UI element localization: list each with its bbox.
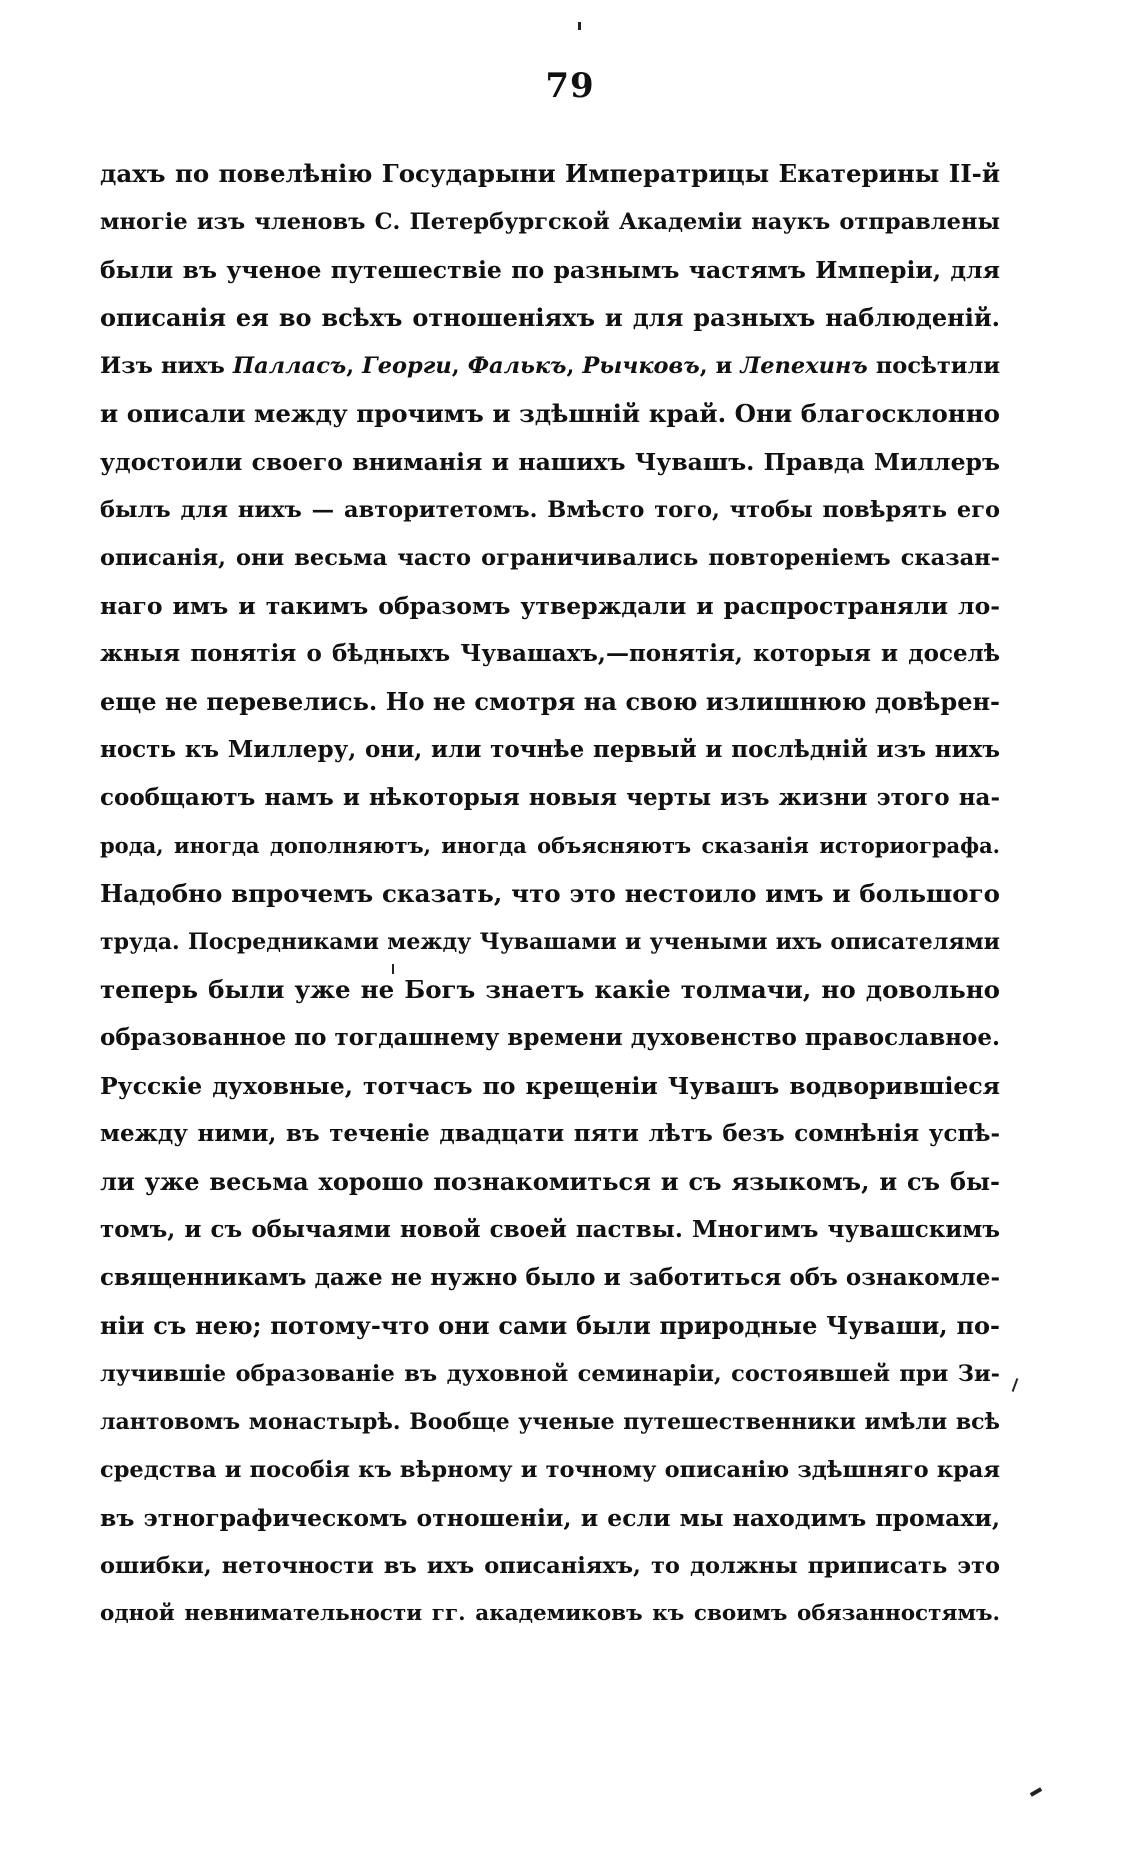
text-line: лучившіе образованіе въ духовной семинаріи, состоявшей при Зи- (100, 1361, 1000, 1387)
text-line: рода, иногда дополняютъ, иногда объясняютъ сказанія историографа. (100, 833, 1000, 858)
text-line: въ этнографическомъ отношеніи, и если мы находимъ промахи, (100, 1504, 1000, 1532)
text-line: Надобно впрочемъ сказать, что это нестоило имъ и большого (100, 879, 1000, 908)
print-speck (1012, 1378, 1019, 1392)
text-line: жныя понятія о бѣдныхъ Чувашахъ,—понятія, которыя и доселѣ (100, 640, 1000, 667)
text-line: описанія, они весьма часто ограничивались повтореніемъ сказан- (100, 545, 1000, 571)
text-line: ли уже весьма хорошо познакомиться и съ языкомъ, и съ бы- (100, 1167, 1000, 1196)
text-line: священникамъ даже не нужно было и заботиться объ ознакомле- (100, 1264, 1000, 1291)
text-line: ность къ Миллеру, они, или точнѣе первый и послѣдній изъ нихъ (100, 736, 1000, 763)
text-line: между ними, въ теченіе двадцати пяти лѣтъ безъ сомнѣнія успѣ- (100, 1120, 1000, 1147)
text-line: лантовомъ монастырѣ. Вообще ученые путешественники имѣли всѣ (100, 1409, 1000, 1435)
text-line: труда. Посредниками между Чувашами и учеными ихъ описателями (100, 929, 1000, 955)
print-speck (1030, 1787, 1042, 1796)
text-line: дахъ по повелѣнію Государыни Императрицы Екатерины II-й (100, 159, 1000, 188)
page-number: 79 (545, 66, 595, 106)
text-line: Изъ нихъ Палласъ, Георги, Фалькъ, Рычковъ, и Лепехинъ посѣтили (100, 353, 1000, 379)
text-line: Русскіе духовные, тотчасъ по крещеніи Чувашъ водворившіеся (100, 1072, 1000, 1100)
text-line: ошибки, неточности въ ихъ описаніяхъ, то должны приписать это (100, 1553, 1000, 1579)
text-line: и описали между прочимъ и здѣшній край. Они благосклонно (100, 399, 1000, 428)
text-line: наго имъ и такимъ образомъ утверждали и распространяли ло- (100, 592, 1000, 620)
text-line: описанія ея во всѣхъ отношеніяхъ и для разныхъ наблюденій. (100, 303, 1000, 332)
text-line: средства и пособія къ вѣрному и точному описанію здѣшняго края (100, 1457, 1000, 1483)
text-line: образованное по тогдашнему времени духовенство православное. (100, 1024, 1000, 1051)
text-line: еще не перевелись. Но не смотря на свою излишнюю довѣрен- (100, 687, 1000, 716)
text-line: были въ ученое путешествіе по разнымъ частямъ Имперіи, для (100, 256, 1000, 284)
text-line: теперь были уже не Богъ знаетъ какіе толмачи, но довольно (100, 975, 1000, 1004)
text-line: томъ, и съ обычаями новой своей паствы. Многимъ чувашскимъ (100, 1216, 1000, 1243)
text-line: удостоили своего вниманія и нашихъ Чувашъ. Правда Миллеръ (100, 448, 1000, 476)
text-line: былъ для нихъ — авторитетомъ. Вмѣсто того, чтобы повѣрять его (100, 497, 1000, 523)
body-text (100, 150, 1000, 1638)
text-line: ніи съ нею; потому-что они сами были природные Чуваши, по- (100, 1311, 1000, 1340)
text-line: одной невнимательности гг. академиковъ къ своимъ обязанностямъ. (100, 1601, 1000, 1626)
text-line: многіе изъ членовъ С. Петербургской Академіи наукъ отправлены (100, 209, 1000, 235)
print-speck (578, 22, 581, 30)
text-line: сообщаютъ намъ и нѣкоторыя новыя черты изъ жизни этого на- (100, 784, 1000, 811)
